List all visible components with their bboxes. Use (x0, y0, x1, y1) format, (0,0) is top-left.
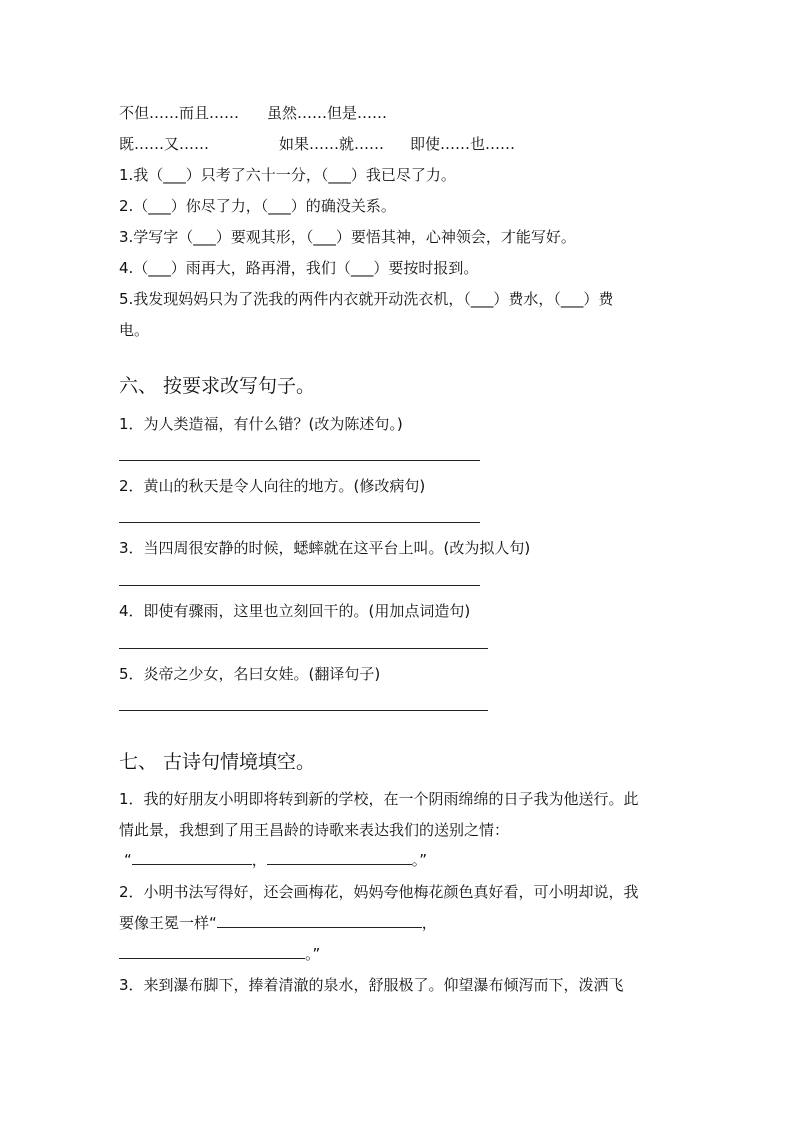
conjunction-pair: 既……又…… (119, 135, 210, 153)
rewrite-item-4: 4．即使有骤雨，这里也立刻回干的。(用加点词造句) (119, 602, 471, 620)
answer-line[interactable] (119, 585, 480, 586)
conjunction-pair: 即使……也…… (410, 135, 516, 153)
conjunction-row-2 (119, 134, 515, 154)
poem-question-2-line-3 (119, 944, 320, 964)
answer-line[interactable] (119, 460, 480, 461)
answer-line[interactable] (119, 648, 488, 649)
conjunction-pair: 不但……而且…… (119, 104, 240, 122)
answer-line[interactable] (119, 522, 480, 523)
answer-blank[interactable] (267, 850, 412, 865)
section-6-heading: 六、 按要求改写句子。 (119, 375, 316, 397)
fill-item-4: 4.（___）雨再大，路再滑，我们（___）要按时报到。 (119, 259, 479, 277)
question-text: 要像王冕一样“ (119, 914, 217, 932)
fill-item-5: 5.我发现妈妈只为了洗我的两件内衣就开动洗衣机，（___）费水，（___）费 (119, 290, 614, 308)
section-7-heading: 七、 古诗句情境填空。 (119, 751, 316, 773)
rewrite-item-3: 3．当四周很安静的时候，蟋蟀就在这平台上叫。(改为拟人句) (119, 539, 531, 557)
close-quote: 。” (411, 851, 428, 869)
rewrite-item-2: 2．黄山的秋天是令人向往的地方。(修改病句) (119, 477, 426, 495)
conjunction-pair: 虽然……但是…… (267, 104, 388, 122)
rewrite-item-5: 5．炎帝之少女，名曰女娃。(翻译句子) (119, 665, 381, 683)
comma: ， (421, 914, 437, 932)
close-quote: 。” (305, 945, 321, 963)
poem-question-1-answer (124, 850, 427, 870)
poem-question-3-line-1: 3．来到瀑布脚下，捧着清澈的泉水，舒服极了。仰望瀑布倾泻而下，泼洒飞 (119, 976, 624, 994)
poem-question-2-line-2 (119, 913, 437, 933)
conjunction-pair: 如果……就…… (279, 135, 385, 153)
conjunction-row-1 (119, 103, 387, 123)
answer-line[interactable] (119, 710, 488, 711)
answer-blank[interactable] (217, 913, 422, 928)
poem-question-2-line-1: 2．小明书法写得好，还会画梅花，妈妈夸他梅花颜色真好看，可小明却说，我 (119, 883, 639, 901)
open-quote: “ (124, 851, 132, 869)
fill-item-2: 2.（___）你尽了力，（___）的确没关系。 (119, 197, 396, 215)
poem-question-1-line-1: 1．我的好朋友小明即将转到新的学校，在一个阴雨绵绵的日子我为他送行。此 (119, 790, 639, 808)
rewrite-item-1: 1．为人类造福，有什么错？(改为陈述句。) (119, 415, 403, 433)
answer-blank[interactable] (119, 944, 305, 959)
comma: ， (251, 851, 267, 869)
fill-item-3: 3.学写字（___）要观其形，（___）要悟其神，心神领会，才能写好。 (119, 228, 576, 246)
answer-blank[interactable] (132, 850, 252, 865)
fill-item-5-continued: 电。 (119, 321, 150, 339)
poem-question-1-line-2: 情此景，我想到了用王昌龄的诗歌来表达我们的送别之情： (119, 821, 510, 839)
fill-item-1: 1.我（___）只考了六十一分，（___）我已尽了力。 (119, 166, 456, 184)
